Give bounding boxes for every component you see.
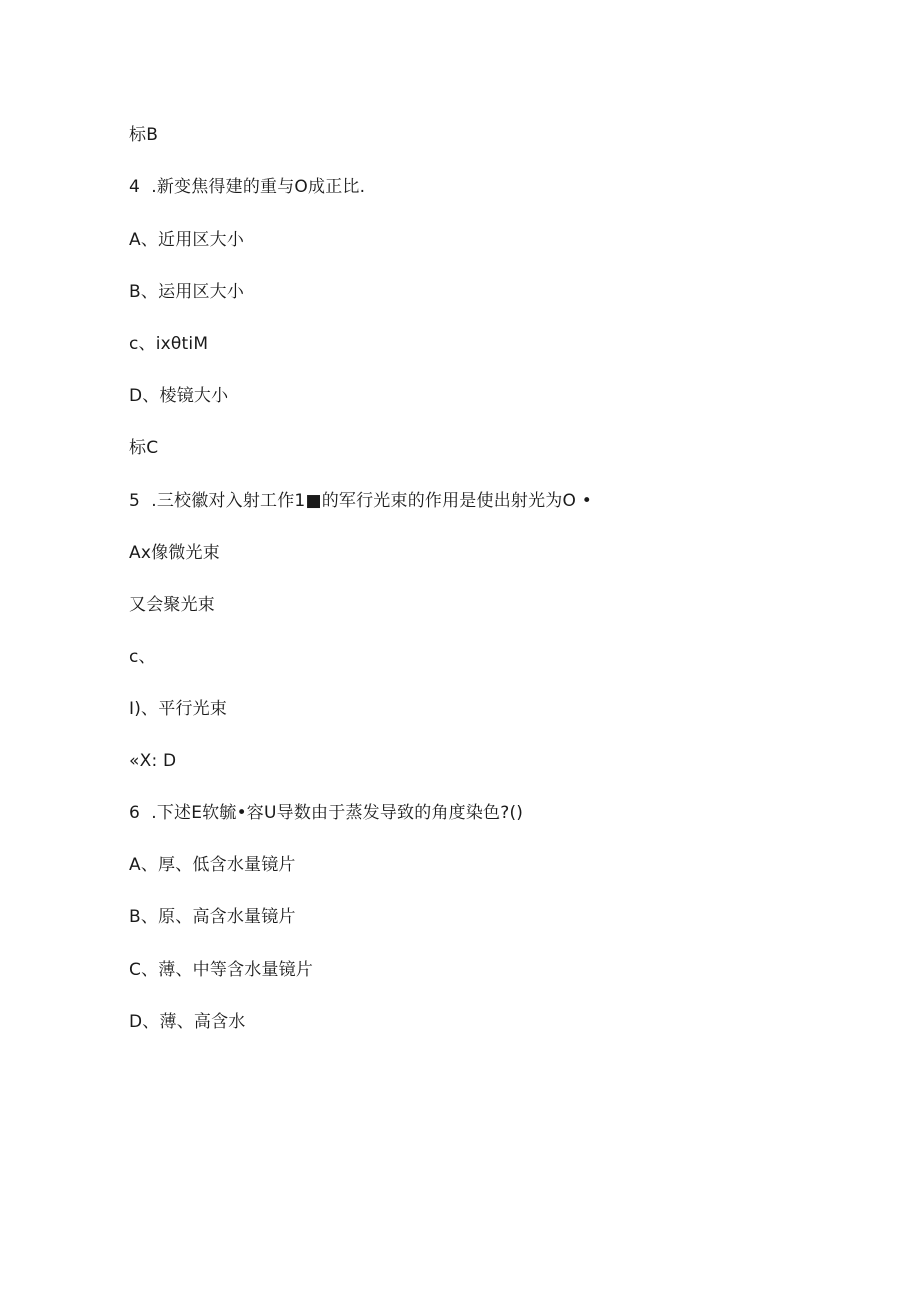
option-d: D、薄、高含水	[129, 1012, 246, 1032]
option-d: D、棱镜大小	[129, 386, 229, 406]
option-c: c、ixθtiM	[129, 334, 209, 354]
option-a: A、近用区大小	[129, 230, 245, 250]
option-d: I)、平行光束	[129, 699, 228, 719]
answer-line: 标B	[129, 125, 159, 145]
option-c: c、	[129, 647, 156, 667]
option-b: B、原、高含水量镜片	[129, 907, 296, 927]
option-a: Ax像微光束	[129, 543, 220, 563]
answer-line: «X: D	[129, 751, 177, 771]
option-c: C、薄、中等含水量镜片	[129, 960, 314, 980]
option-b: B、运用区大小	[129, 282, 245, 302]
option-b: 又会聚光束	[129, 595, 215, 615]
option-a: A、厚、低含水量镜片	[129, 855, 296, 875]
question-5: 5 .三校徽对入射工作1■的军行光束的作用是使出射光为O •	[129, 491, 592, 511]
answer-line: 标C	[129, 438, 159, 458]
question-4: 4 .新变焦得建的重与O成正比.	[129, 177, 366, 197]
question-6: 6 .下述E软毓•容U导数由于蒸发导致的角度染色?()	[129, 803, 524, 823]
